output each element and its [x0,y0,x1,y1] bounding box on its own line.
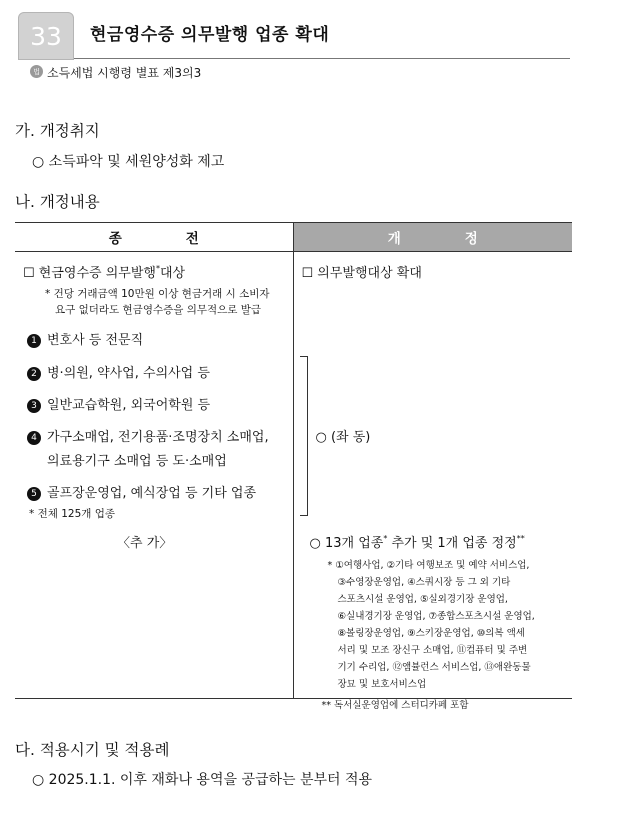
old-item-3 [27,394,210,413]
new-intro: ☐ 의무발행대상 확대 [301,266,422,281]
old-total-note: * 전체 125개 업종 [29,508,116,520]
detail-line-4: ⑥실내경기장 운영업, ⑦종합스포츠시설 운영업, [337,611,535,622]
number-3-icon: 3 [27,399,41,413]
timing-heading: 다. 적용시기 및 적용례 [15,741,170,759]
content-heading: 나. 개정내용 [15,193,100,211]
old-item-5-text: 골프장운영업, 예식장업 등 기타 업종 [47,486,257,501]
new-added-summary [310,532,525,551]
number-5-icon: 5 [27,487,41,501]
old-header-char-2: 전 [185,231,199,247]
new-same-as-left: ○ (좌 동) [315,430,371,445]
old-column-header [15,223,293,252]
detail-line-3: 스포츠시설 운영업, ⑤실외경기장 운영업, [337,594,508,605]
detail-line-5: ⑧볼링장운영업, ⑨스키장운영업, ⑩의복 액세 [337,628,525,639]
added-summary-middle: 추가 및 1개 업종 정정 [387,536,517,551]
old-intro [23,262,185,281]
new-column-header [293,223,572,252]
purpose-heading: 가. 개정취지 [15,122,100,140]
old-item-1 [27,329,143,348]
added-summary-prefix: ○ 13개 업종 [309,536,384,551]
old-item-4 [27,426,269,445]
section-number-badge [18,12,74,60]
detail-line-6: 서리 및 모조 장신구 소매업, ⑪컴퓨터 및 주변 [337,645,528,656]
old-item-4-continued: 의료용기구 소매업 등 도·소매업 [47,454,227,469]
page-title: 현금영수증 의무발행 업종 확대 [90,25,330,45]
detail-line-7: 기기 수리업, ⑫앰뷸런스 서비스업, ⑬애완동물 [337,662,531,673]
detail-line-2: ③수영장운영업, ④스쿼시장 등 그 외 기타 [337,577,511,588]
old-intro-mark: * [155,264,160,273]
source-reference: 소득세법 시행령 별표 제3의3 [47,66,202,80]
detail-line-1: * ①여행사업, ②기타 여행보조 및 예약 서비스업, [327,560,530,571]
correction-note: ** 독서실운영업에 스터디카페 포함 [321,700,469,711]
old-intro-suffix: 대상 [159,266,186,281]
number-4-icon: 4 [27,431,41,445]
law-icon: 법 [30,65,43,78]
old-column-cell [15,252,293,699]
added-mark-2: ** [516,534,525,543]
new-header-char-2: 정 [464,231,478,247]
old-item-4-text: 가구소매업, 전기용품·조명장치 소매업, [47,430,269,445]
old-item-3-text: 일반교습학원, 외국어학원 등 [47,398,211,413]
purpose-item: ○ 소득파악 및 세원양성화 제고 [32,154,225,170]
old-header-char-1: 종 [108,231,122,247]
new-column-cell [293,252,572,711]
section-number: 33 [30,21,62,51]
old-intro-text: ☐ 현금영수증 의무발행 [23,266,156,281]
old-item-2 [27,362,210,381]
old-item-1-text: 변호사 등 전문직 [47,333,144,348]
title-underline [74,58,570,59]
old-addition-label: 〈추 가〉 [117,536,173,551]
added-mark-1: * [383,534,388,543]
number-1-icon: 1 [27,334,41,348]
number-2-icon: 2 [27,367,41,381]
old-item-2-text: 병·의원, 약사업, 수의사업 등 [47,366,210,381]
new-header-char-1: 개 [387,231,401,247]
comparison-table [15,222,572,711]
bracket-connector [300,356,308,516]
detail-line-8: 장묘 및 보호서비스업 [337,679,427,690]
old-item-5 [27,482,256,501]
old-note-line-1: * 건당 거래금액 10만원 이상 현금거래 시 소비자 [45,288,270,300]
old-note-line-2: 요구 없더라도 현금영수증을 의무적으로 발급 [55,304,262,316]
timing-item: ○ 2025.1.1. 이후 재화나 용역을 공급하는 분부터 적용 [32,772,373,788]
